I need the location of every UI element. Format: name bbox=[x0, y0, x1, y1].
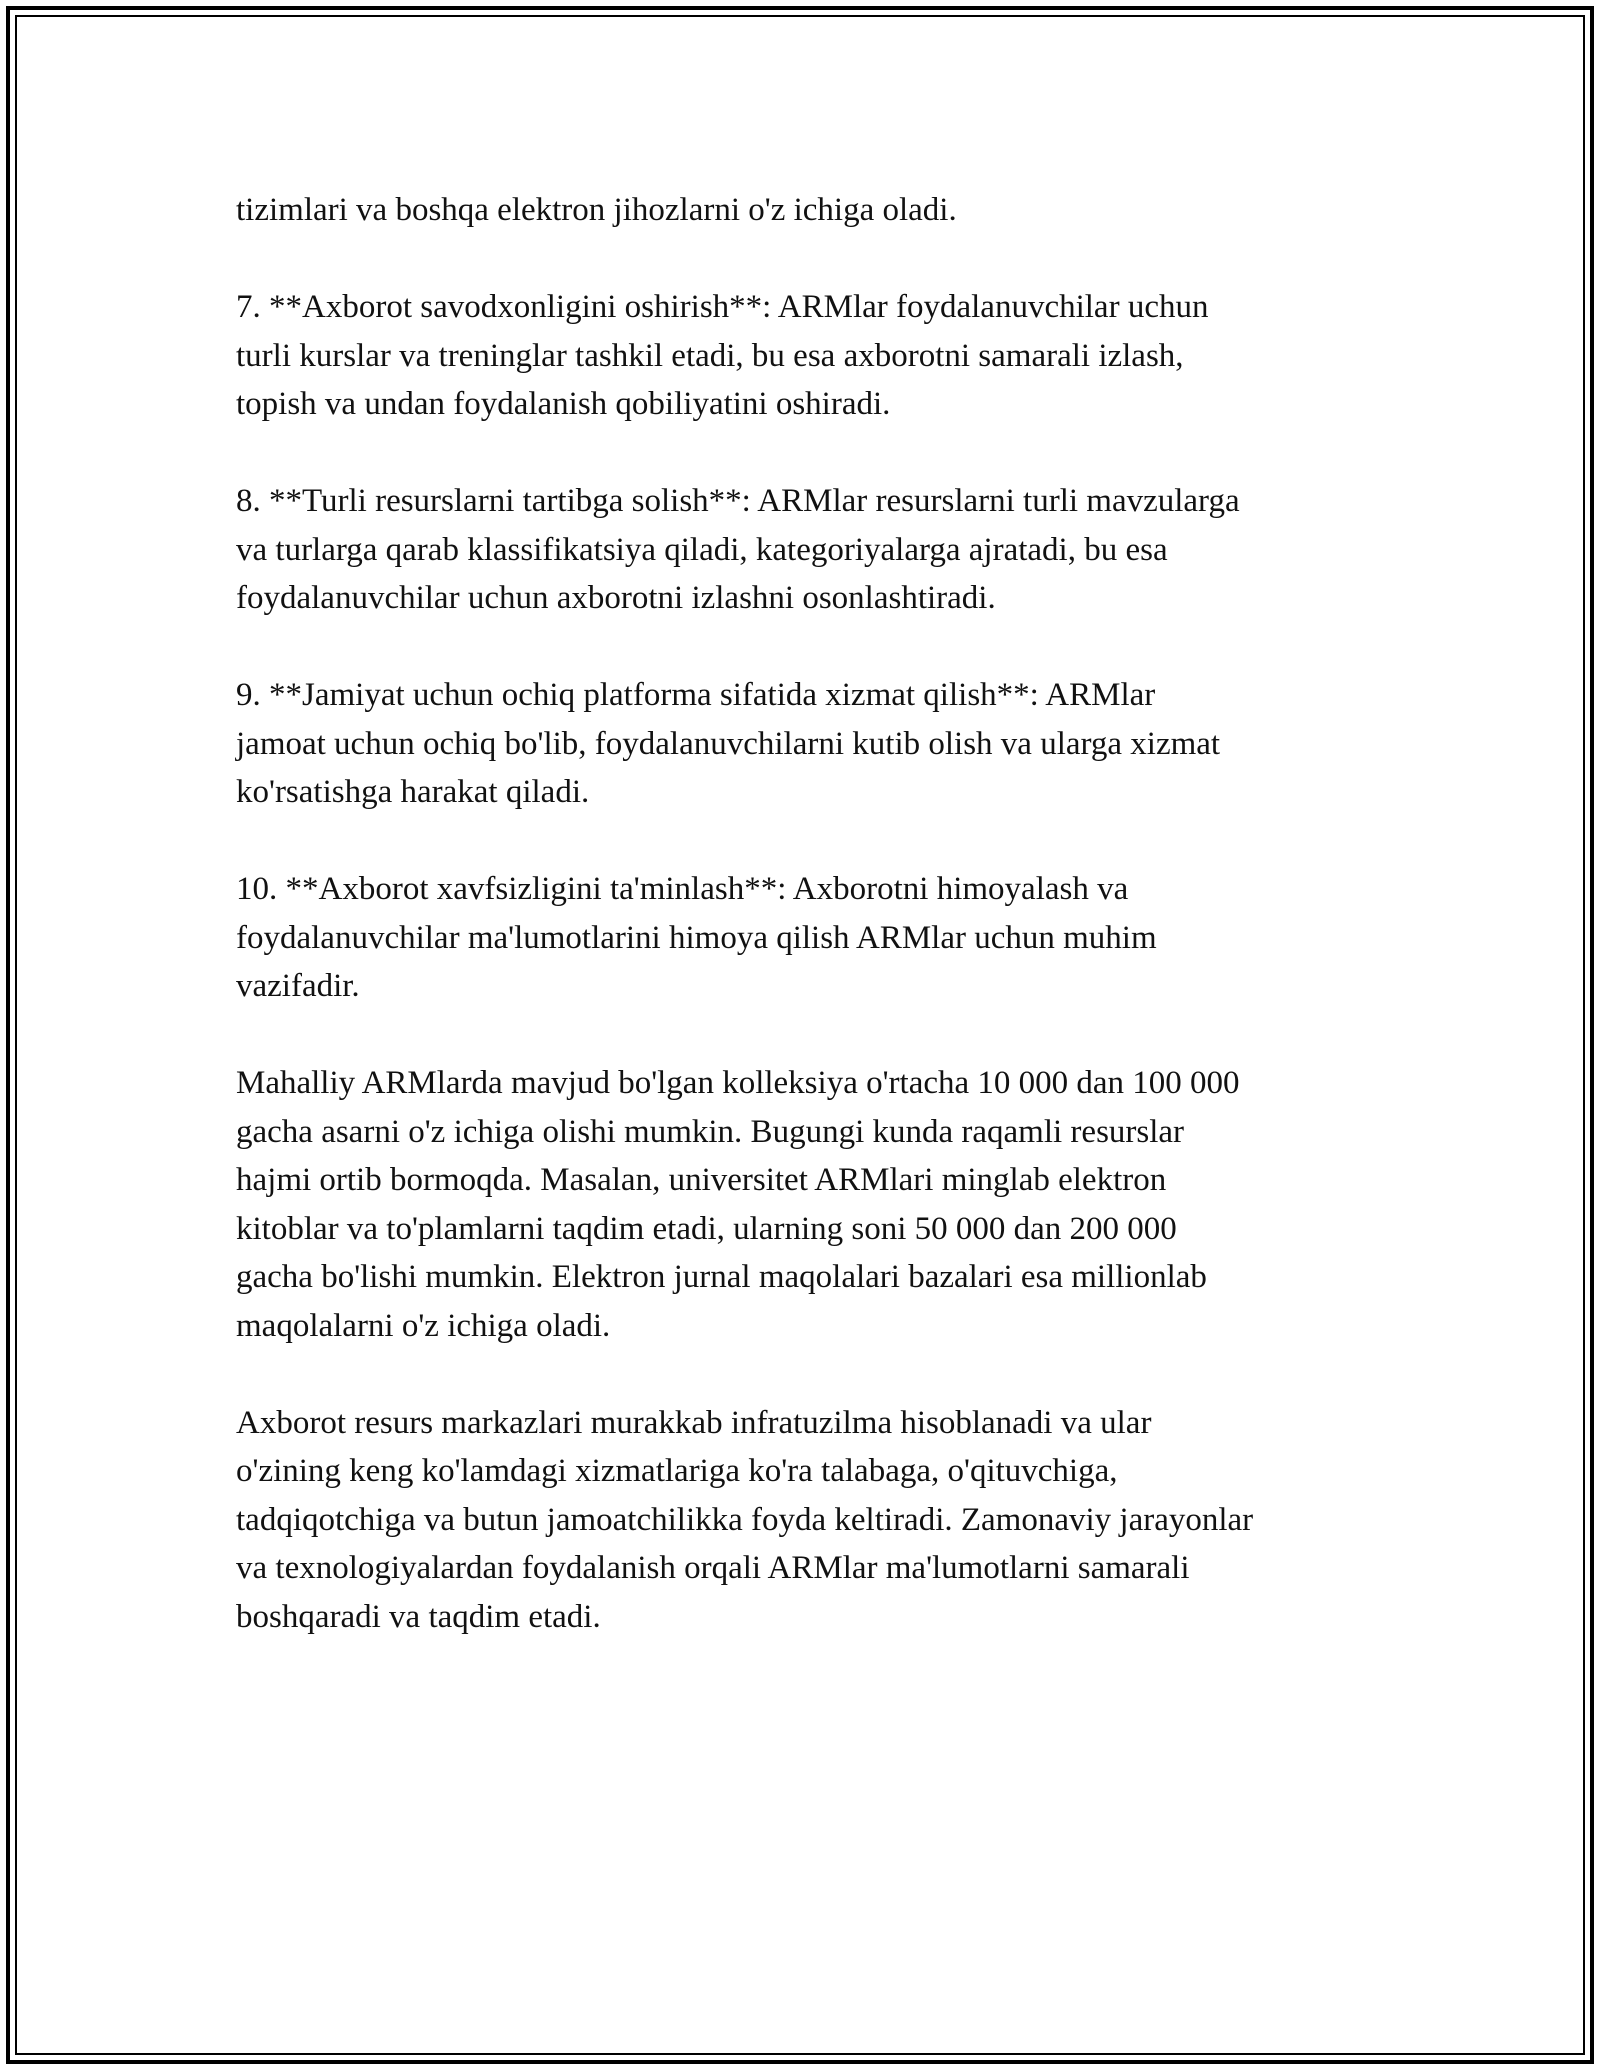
paragraph-collections: Mahalliy ARMlarda mavjud bo'lgan kolleksiya o'rtacha 10 000 dan 100 000 gacha asarni o'z ichiga olishi mumkin. Bugungi kunda raqamli resurslar hajmi ortib bormoqda. Masalan, universitet ARMlari minglab elektron kitoblar va to'plamlarni taqdim etadi, ularning soni 50 000 dan 200 000 gacha bo'lishi mumkin. Elektron jurnal maqolalari bazalari esa millionlab maqolalarni o'z ichiga oladi. bbox=[236, 1065, 1240, 1344]
paragraph-continuation: tizimlari va boshqa elektron jihozlarni o'z ichiga oladi. bbox=[236, 192, 957, 228]
document-body bbox=[236, 186, 1376, 1690]
list-item-10: 10. **Axborot xavfsizligini ta'minlash**: Axborotni himoyalash va foydalanuvchilar ma'lumotlarini himoya qilish ARMlar uchun muhim vazifadir. bbox=[236, 871, 1157, 1004]
list-item-9: 9. **Jamiyat uchun ochiq platforma sifatida xizmat qilish**: ARMlar jamoat uchun ochiq bo'lib, foydalanuvchilarni kutib olish va ularga xizmat ko'rsatishga harakat qiladi. bbox=[236, 677, 1221, 810]
paragraph-conclusion: Axborot resurs markazlari murakkab infratuzilma hisoblanadi va ular o'zining keng ko'lamdagi xizmatlariga ko'ra talabaga, o'qituvchiga, tadqiqotchiga va butun jamoatchilikka foyda keltiradi. Zamonaviy jarayonlar va texnologiyalardan foydalanish orqali ARMlar ma'lumotlarni samarali boshqaradi va taqdim etadi. bbox=[236, 1404, 1254, 1635]
list-item-8: 8. **Turli resurslarni tartibga solish**: ARMlar resurslarni turli mavzularga va turlarga qarab klassifikatsiya qiladi, kategoriyalarga ajratadi, bu esa foydalanuvchilar uchun axborotni izlashni osonlashtiradi. bbox=[236, 483, 1240, 616]
list-item-7: 7. **Axborot savodxonligini oshirish**: ARMlar foydalanuvchilar uchun turli kurslar va treninglar tashkil etadi, bu esa axborotni samarali izlash, topish va undan foydalanish qobiliyatini oshiradi. bbox=[236, 289, 1209, 422]
